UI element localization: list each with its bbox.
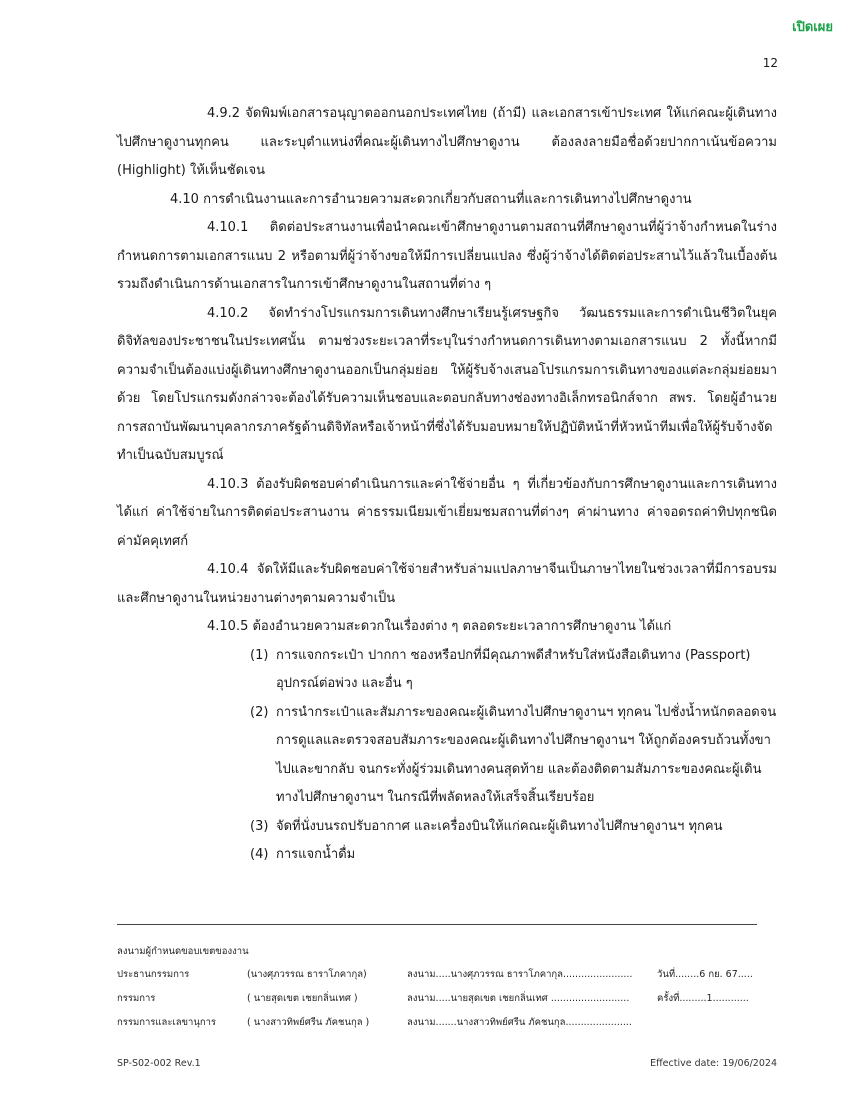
- paragraph-4-10-3: 4.10.3 ต้องรับผิดชอบค่าดำเนินการและค่าใช้จ่ายอื่น ๆ ที่เกี่ยวข้องกับการศึกษาดูงานและการเดินทาง ได้แก่ ค่าใช้จ่ายในการติดต่อประสานงาน ค่าธรรมเนียมเข้าเยี่ยมชมสถานที่ต่างๆ ค่าผ่านทาง ค่าจอดรถค่าทิปทุกชนิด ค่ามัคคุเทศก์: [117, 476, 777, 549]
- list-item-text: การนำกระเป๋าและสัมภาระของคณะผู้เดินทางไปศึกษาดูงานฯ ทุกคน ไปชั่งน้ำหนักตลอดจนการดูแลและตรวจสอบสัมภาระของคณะผู้เดินทางไปศึกษาดูงานฯ ให้ถูกต้องครบถ้วนทั้งขาไปและขากลับ จนกระทั่งผู้ร่วมเดินทางคนสุดท้าย และต้องติดตามสัมภาระของคณะผู้เดินทางไปศึกษาดูงานฯ ในกรณีที่พลัดหลงให้เสร็จสิ้นเรียบร้อย: [276, 704, 777, 805]
- list-item-number: (2): [250, 704, 269, 720]
- signature-role: กรรมการ: [117, 993, 156, 1004]
- paragraph-4-10-2: 4.10.2 จัดทำร่างโปรแกรมการเดินทางศึกษาเรียนรู้เศรษฐกิจ วัฒนธรรมและการดำเนินชีวิตในยุคดิจิทัลของประชาชนในประเทศนั้น ตามช่วงระยะเวลาที่ระบุในร่างกำหนดการเดินทางตามเอกสารแนบ 2 ทั้งนี้หากมีความจำเป็นต้องแบ่งผู้เดินทางศึกษาดูงานออกเป็นกลุ่มย่อย ให้ผู้รับจ้างเสนอโปรแกรมการเดินทางของแต่ละกลุ่มย่อยมาด้วย โดยโปรแกรมดังกล่าวจะต้องได้รับความเห็นชอบและตอบกลับทางช่องทางอิเล็กทรอนิกส์จาก สพร. โดยผู้อำนวยการสถาบันพัฒนาบุคลากรภาครัฐด้านดิจิทัลหรือเจ้าหน้าที่ซึ่งได้รับมอบหมายให้ปฏิบัติหน้าที่หัวหน้าทีมเพื่อให้ผู้รับจ้างจัดทำเป็นฉบับสมบูรณ์: [117, 305, 777, 463]
- section-heading-4-10: 4.10 การดำเนินงานและการอำนวยความสะดวกเกี่ยวกับสถานที่และการเดินทางไปศึกษาดูงาน: [170, 191, 692, 207]
- page-footer: [117, 1058, 777, 1069]
- signature-date: วันที่........6 กย. 67.....: [657, 969, 753, 980]
- signature-line: ลงนาม.....นายสุดเขต เชยกลิ่นเทศ ..........................: [407, 993, 630, 1004]
- signature-row: [117, 967, 767, 991]
- paragraph-4-10-5: 4.10.5 ต้องอำนวยความสะดวกในเรื่องต่าง ๆ ตลอดระยะเวลาการศึกษาดูงาน ได้แก่: [207, 619, 672, 634]
- signature-line: ลงนาม.....นางศุภวรรณ ธาราโภคากุล.......................: [407, 969, 633, 980]
- paragraph-4-10-4: 4.10.4 จัดให้มีและรับผิดชอบค่าใช้จ่ายสำหรับล่ามแปลภาษาจีนเป็นภาษาไทยในช่วงเวลาที่มีการอบรมและศึกษาดูงานในหน่วยงานต่างๆตามความจำเป็น: [117, 562, 777, 606]
- list-item: [117, 699, 777, 813]
- classification-label: เปิดเผย: [792, 20, 833, 35]
- signature-role: กรรมการและเลขานุการ: [117, 1017, 217, 1028]
- list-item-text: จัดที่นั่งบนรถปรับอากาศ และเครื่องบินให้แก่คณะผู้เดินทางไปศึกษาดูงานฯ ทุกคน: [276, 818, 723, 834]
- list-item: [117, 642, 777, 699]
- paragraph-4-9-2: 4.9.2 จัดพิมพ์เอกสารอนุญาตออกนอกประเทศไทย (ถ้ามี) และเอกสารเข้าประเทศ ให้แก่คณะผู้เดินทางไปศึกษาดูงานทุกคน และระบุตำแหน่งที่คณะผู้เดินทางไปศึกษาดูงาน ต้องลงลายมือชื่อด้วยปากกาเน้นข้อความ (Highlight) ให้เห็นชัดเจน: [117, 106, 777, 178]
- list-item-text: การแจกกระเป๋า ปากกา ซองหรือปกที่มีคุณภาพดีสำหรับใส่หนังสือเดินทาง (Passport) อุปกรณ์ต่อพ่วง และอื่น ๆ: [276, 647, 751, 691]
- signature-row: [117, 991, 767, 1015]
- footer-divider: [117, 924, 757, 925]
- signature-name: (นางศุภวรรณ ธาราโภคากุล): [247, 969, 367, 980]
- signature-name: ( นางสาวทิพย์ศรีน ภัคชนกุล ): [247, 1017, 370, 1028]
- signature-block-title: ลงนามผู้กำหนดขอบเขตของงาน: [117, 946, 249, 957]
- list-item-text: การแจกน้ำดื่ม: [276, 847, 356, 862]
- signature-revision: ครั้งที่.........1............: [657, 993, 749, 1004]
- effective-date: Effective date: 19/06/2024: [650, 1058, 777, 1069]
- document-code: SP-S02-002 Rev.1: [117, 1058, 201, 1069]
- list-item-number: (4): [250, 847, 269, 862]
- list-item-number: (1): [250, 647, 269, 663]
- list-item-number: (3): [250, 818, 269, 834]
- signature-line: ลงนาม.......นางสาวทิพย์ศรีน ภัคชนกุล......................: [407, 1017, 632, 1028]
- page-number: 12: [762, 56, 778, 70]
- list-item: [117, 813, 777, 842]
- signature-role: ประธานกรรมการ: [117, 969, 190, 980]
- signature-row: [117, 1015, 767, 1039]
- signature-block: [117, 944, 767, 1039]
- document-body: [117, 100, 777, 870]
- paragraph-4-10-1: 4.10.1 ติดต่อประสานงานเพื่อนำคณะเข้าศึกษาดูงานตามสถานที่ศึกษาดูงานที่ผู้ว่าจ้างกำหนดในร่างกำหนดการตามเอกสารแนบ 2 หรือตามที่ผู้ว่าจ้างขอให้มีการเปลี่ยนแปลง ซึ่งผู้ว่าจ้างได้ติดต่อประสานไว้แล้วในเบื้องต้น รวมถึงดำเนินการด้านเอกสารในการเข้าศึกษาดูงานในสถานที่ต่าง ๆ: [117, 220, 777, 292]
- list-item: [117, 841, 777, 870]
- signature-name: ( นายสุดเขต เชยกลิ่นเทศ ): [247, 993, 358, 1004]
